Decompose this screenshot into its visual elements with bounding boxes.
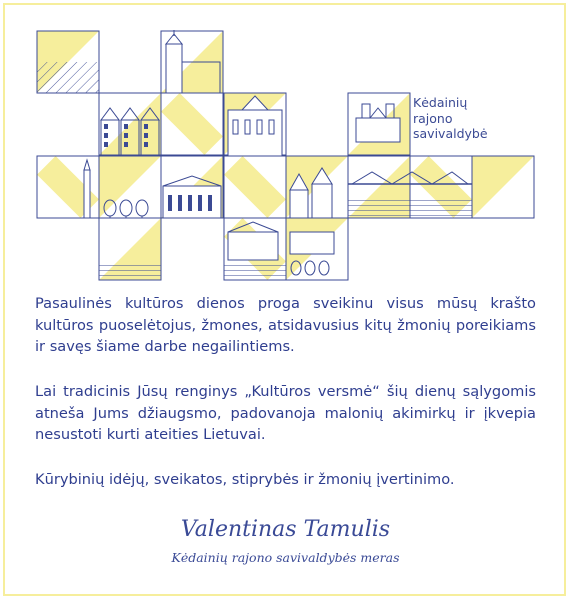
tile — [99, 156, 161, 218]
tile — [161, 93, 223, 155]
tile — [224, 156, 286, 218]
greeting-paragraph-2: Lai tradicinis Jūsų renginys „Kultūros versmė“ šių dienų sąlygomis atneša Jums džiaugsmo, padovanoja malonių akimirkų ir įkvepia nesustoti kurti ateities Lietuvai. — [35, 383, 536, 443]
brand-line-3: savivaldybė — [413, 126, 488, 141]
greeting-paragraph-3: Kūrybinių idėjų, sveikatos, stiprybės ir žmonių įvertinimo. — [35, 471, 455, 488]
town-tiles-illustration — [0, 0, 571, 290]
brand-line-2: rajono — [413, 110, 453, 126]
greeting-paragraph-1: Pasaulinės kultūros dienos proga sveikinu visus mūsų krašto kultūros puoselėtojus, žmones, atsidavusius kitų žmonių poreikiams ir savęs šiame darbe negailintiems. — [35, 295, 536, 355]
tile — [99, 93, 161, 155]
signature-name: Valentinas Tamulis — [180, 517, 391, 542]
brand-name — [413, 95, 488, 142]
signature-title: Kėdainių rajono savivaldybės meras — [171, 550, 400, 565]
tile — [472, 156, 534, 218]
brand-line-1: Kėdainių — [413, 95, 468, 110]
